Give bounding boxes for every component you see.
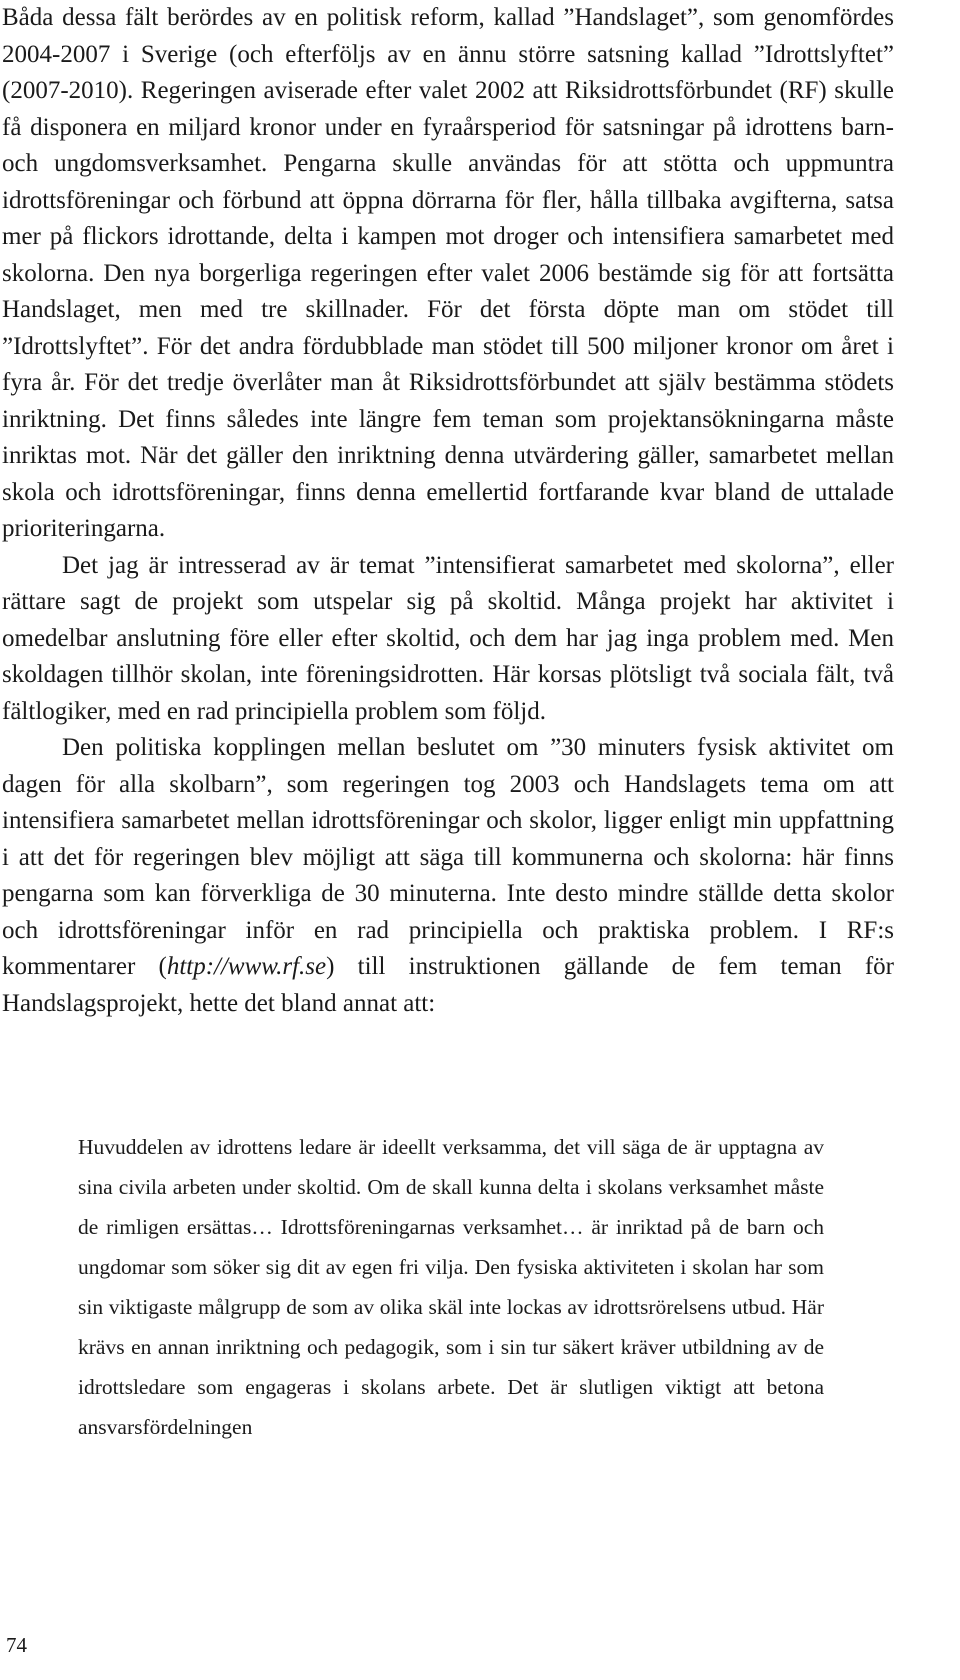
rf-url-link[interactable]: http://www.rf.se	[166, 953, 327, 980]
paragraph-3-text-b: ) till instruktionen gällande de fem teman för Handslagsprojekt, hette det bland annat att:	[2, 953, 894, 1017]
page-number: 74	[6, 1633, 27, 1657]
paragraph-1	[2, 0, 894, 548]
block-quote: Huvuddelen av idrottens ledare är ideellt verksamma, det vill säga de är upptagna av sina civila arbeten under skoltid. Om de skall kunna delta i skolans verksamhet måste de rimligen ersättas… Idrottsföreningarnas verksamhet… är inriktad på de barn och ungdomar som söker sig dit av egen fri vilja. Den fysiska aktiviteten i skolan har som sin viktigaste målgrupp de som av olika skäl inte lockas av idrottsrörelsens utbud. Här krävs en annan inriktning och pedagogik, som i sin tur säkert kräver utbildning av de idrottsledare som engageras i skolans arbete. Det är slutligen viktigt att betona ansvarsfördelningen	[78, 1135, 824, 1439]
body-text	[2, 0, 894, 1022]
paragraph-2-text: Det jag är intresserad av är temat ”intensifierat samarbetet med skolorna”, eller rättare sagt de projekt som utspelar sig på skoltid. Många projekt har aktivitet i omedelbar anslutning före eller efter skoltid, och dem har jag inga problem med. Men skoldagen tillhör skolan, inte föreningsidrotten. Här korsas plötsligt två sociala fält, två fältlogiker, med en rad principiella problem som följd.	[2, 551, 894, 725]
paragraph-2	[2, 548, 894, 731]
paragraph-3-text-a: Den politiska kopplingen mellan beslutet om ”30 minuters fysisk aktivitet om dagen för alla skolbarn”, som regeringen tog 2003 och Handslagets tema om att intensifiera samarbetet mellan idrottsföreningar och skolor, ligger enligt min uppfattning i att det för regeringen blev möjligt att säga till kommunerna och skolorna: här finns pengarna som kan förverkliga de 30 minuterna. Inte desto mindre ställde detta skolor och idrottsföreningar inför en rad principiella och praktiska problem. I RF:s kommentarer (	[2, 734, 894, 980]
paragraph-1-text: Båda dessa fält berördes av en politisk reform, kallad ”Handslaget”, som genomfördes 2004-2007 i Sverige (och efterföljs av en ännu större satsning kallad ”Idrottslyftet” (2007-2010). Regeringen aviserade efter valet 2002 att Riksidrottsförbundet (RF) skulle få disponera en miljard kronor under en fyraårsperiod för satsningar på idrottens barn- och ungdomsverksamhet. Pengarna skulle användas för att stötta och uppmuntra idrottsföreningar och förbund att öppna dörrarna för fler, hålla tillbaka avgifterna, satsa mer på flickors idrottande, delta i kampen mot droger och intensifiera samarbetet med skolorna. Den nya borgerliga regeringen efter valet 2006 bestämde sig för att fortsätta Handslaget, men med tre skillnader. För det första döpte man om stödet till ”Idrottslyftet”. För det andra fördubblade man stödet till 500 miljoner kronor om året i fyra år. För det tredje överlåter man åt Riksidrottsförbundet att själv bestämma stödets inriktning. Det finns således inte längre fem teman som projektansökningarna måste inriktas mot. När det gäller den inriktning denna utvärdering gäller, samarbetet mellan skola och idrottsföreningar, finns denna emellertid fortfarande kvar bland de uttalade prioriteringarna.	[2, 4, 894, 542]
paragraph-3	[2, 730, 894, 1022]
